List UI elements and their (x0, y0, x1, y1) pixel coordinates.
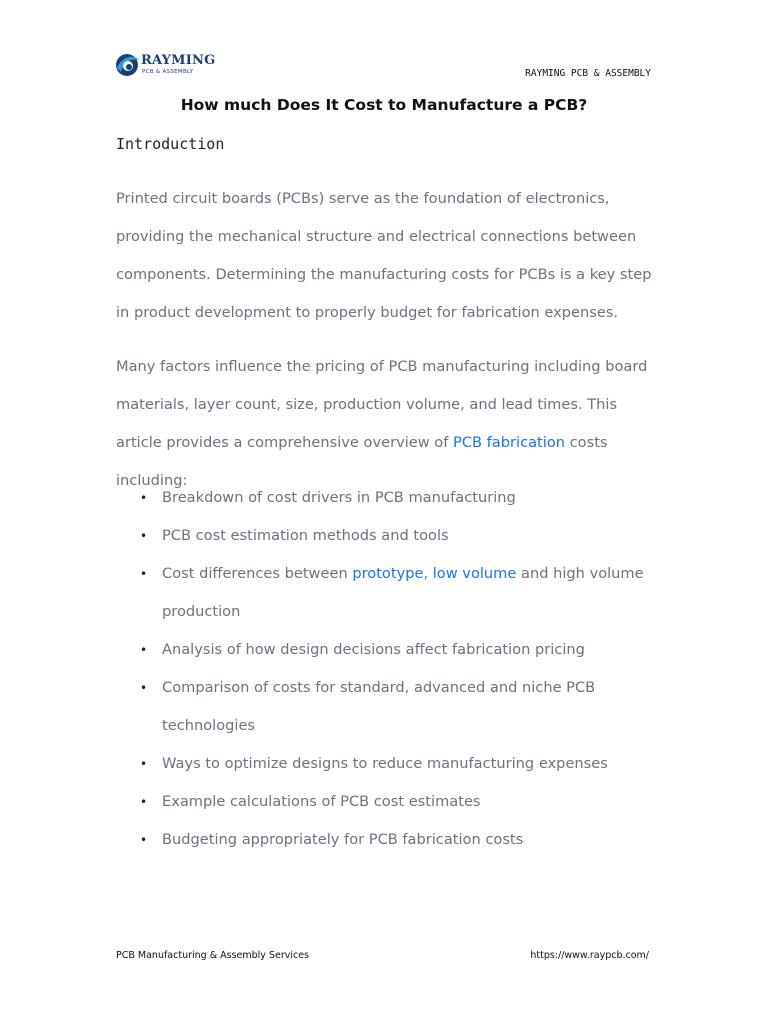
list-item-text: Analysis of how design decisions affect fabrication pricing (162, 641, 585, 658)
document-title: How much Does It Cost to Manufacture a PCB? (180, 96, 588, 114)
logo-subtitle: PCB & ASSEMBLY (142, 69, 194, 75)
list-item-text: Example calculations of PCB cost estimates (162, 793, 481, 810)
intro-paragraph-1: Printed circuit boards (PCBs) serve as the foundation of electronics, providing the mechanical structure and electrical connections between components. Determining the manufacturing costs for PCBs is a key step in product development to properly budget for fabrication expenses. (116, 190, 652, 321)
list-item (116, 555, 656, 631)
list-item (116, 745, 656, 783)
intro-paragraph-2 (116, 348, 656, 500)
list-item-text: Breakdown of cost drivers in PCB manufacturing (162, 489, 516, 506)
bullet-icon: • (140, 795, 148, 809)
list-item-text: Comparison of costs for standard, advanced and niche PCB technologies (162, 679, 596, 734)
paragraph-text: costs including: (116, 434, 608, 489)
list-item-text: Ways to optimize designs to reduce manufacturing expenses (162, 755, 608, 772)
paragraph-text: Many factors influence the pricing of PCB manufacturing including board materials, layer count, size, production volume, and lead times. This article provides a comprehensive overview of (116, 358, 648, 451)
logo-name: RAYMING (141, 53, 216, 68)
section-heading: Introduction (116, 135, 225, 153)
bullet-list (116, 479, 656, 859)
list-item (116, 479, 656, 517)
pcb-fabrication-link[interactable]: PCB fabrication (453, 434, 565, 451)
list-item-text: PCB cost estimation methods and tools (162, 527, 449, 544)
footer-url-link[interactable]: https://www.raypcb.com/ (530, 950, 649, 961)
prototype-link[interactable]: prototype (352, 565, 424, 582)
bullet-icon: • (140, 681, 148, 695)
footer-services: PCB Manufacturing & Assembly Services (116, 950, 310, 961)
bullet-icon: • (140, 567, 148, 581)
low-volume-link[interactable]: low volume (432, 565, 517, 582)
list-item-text: , (423, 565, 433, 582)
list-item (116, 821, 656, 859)
rayming-logo (114, 50, 214, 82)
bullet-icon: • (140, 529, 148, 543)
list-item (116, 783, 656, 821)
logo-swoosh-icon (114, 52, 140, 78)
list-item-text: Cost differences between (162, 565, 353, 582)
list-item (116, 669, 656, 745)
list-item-text: Budgeting appropriately for PCB fabrication costs (162, 831, 524, 848)
bullet-icon: • (140, 491, 148, 505)
header-company-name: RAYMING PCB & ASSEMBLY (525, 68, 651, 79)
bullet-icon: • (140, 757, 148, 771)
bullet-icon: • (140, 833, 148, 847)
list-item (116, 517, 656, 555)
bullet-icon: • (140, 643, 148, 657)
list-item (116, 631, 656, 669)
list-item-text: and high volume production (162, 565, 644, 620)
